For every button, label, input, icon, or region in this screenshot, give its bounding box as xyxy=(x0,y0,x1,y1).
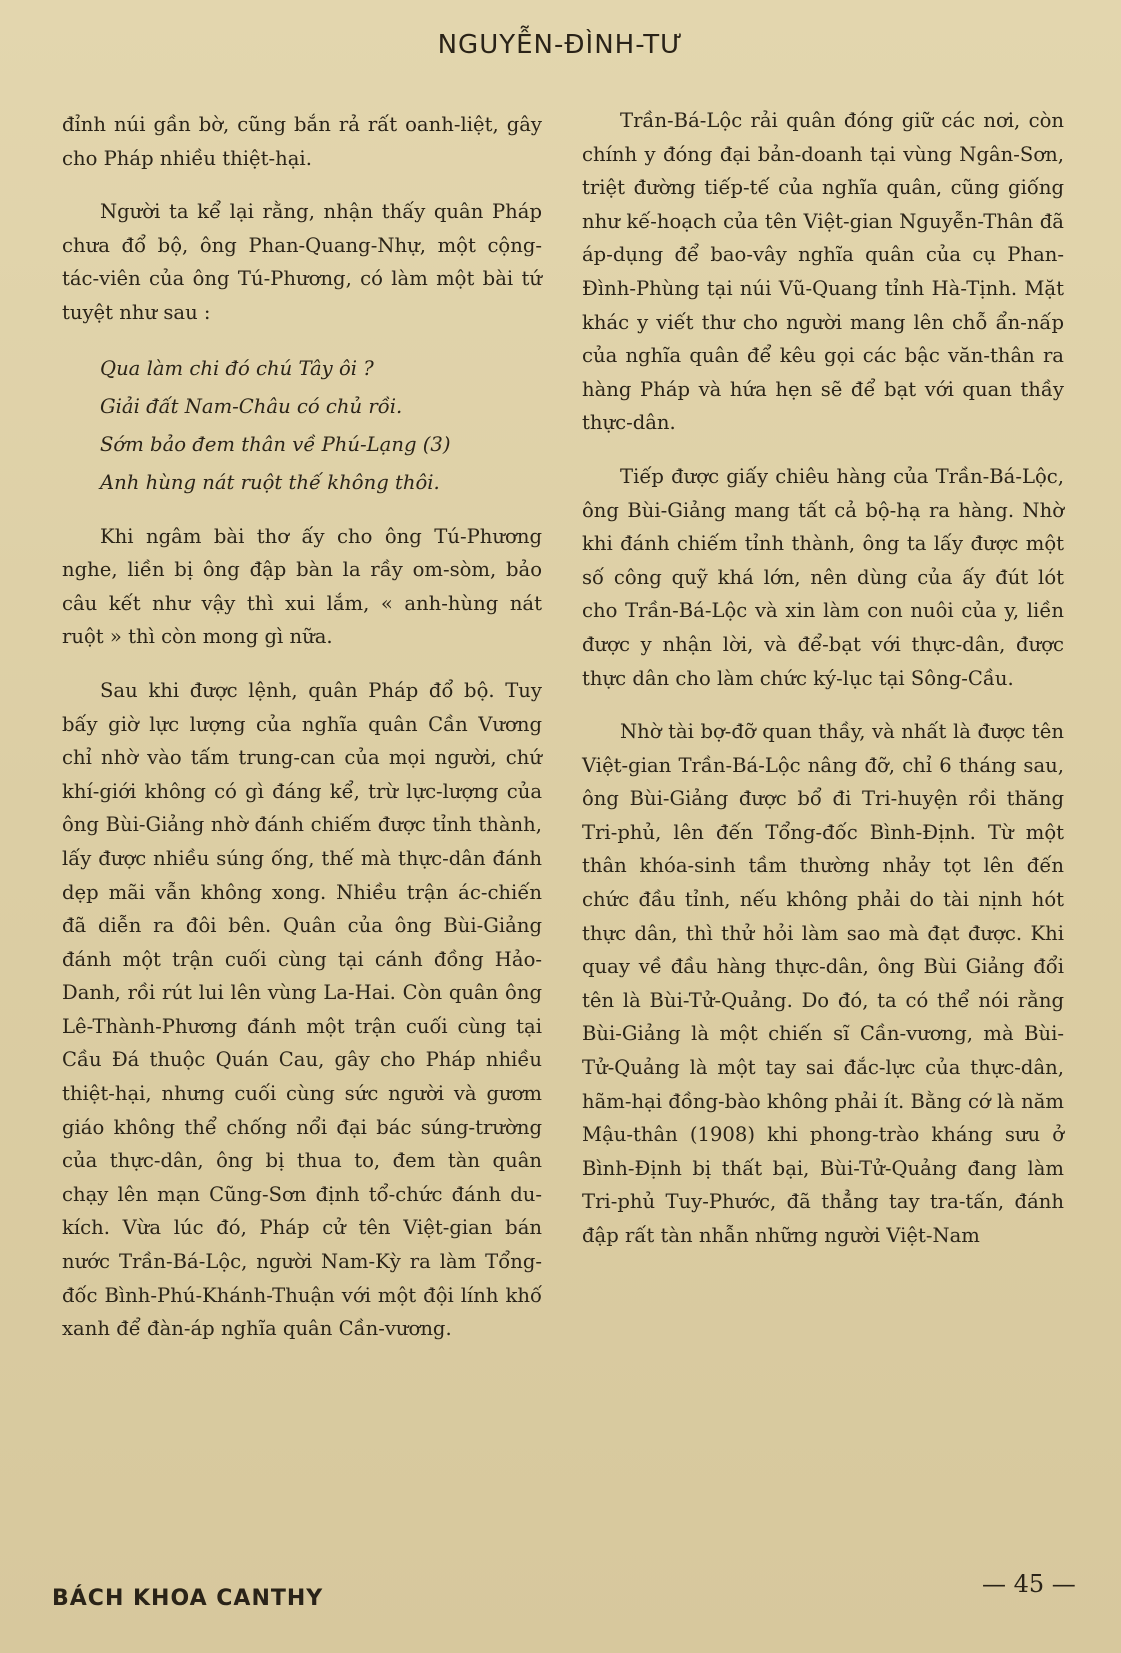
page-header-author: NGUYỄN-ĐÌNH-TƯ xyxy=(437,30,684,60)
paragraph: Trần-Bá-Lộc rải quân đóng giữ các nơi, còn chính y đóng đại bản-doanh tại vùng Ngân-Sơn, triệt đường tiếp-tế của nghĩa quân, cũng giống như kế-hoạch của tên Việt-gian Nguyễn-Thân đã áp-dụng để bao-vây nghĩa quân của cụ Phan-Đình-Phùng tại núi Vũ-Quang tỉnh Hà-Tịnh. Mặt khác y viết thư cho người mang lên chỗ ẩn-nấp của nghĩa quân để kêu gọi các bậc văn-thân ra hàng Pháp và hứa hẹn sẽ để bạt với quan thầy thực-dân. xyxy=(582,109,1064,435)
left-column xyxy=(62,108,542,1366)
poem-line: Qua làm chi đó chú Tây ôi ? xyxy=(100,356,374,380)
paragraph: Sau khi được lệnh, quân Pháp đổ bộ. Tuy bấy giờ lực lượng của nghĩa quân Cần Vương chỉ nhờ vào tấm trung-can của mọi người, chứ khí-giới không có gì đáng kể, trừ lực-lượng của ông Bùi-Giảng nhờ đánh chiếm được tỉnh thành, lấy được nhiều súng ống, thế mà thực-dân đánh dẹp mãi vẫn không xong. Nhiều trận ác-chiến đã diễn ra đôi bên. Quân của ông Bùi-Giảng đánh một trận cuối cùng tại cánh đồng Hảo-Danh, rồi rút lui lên vùng La-Hai. Còn quân ông Lê-Thành-Phương đánh một trận cuối cùng tại Cầu Đá thuộc Quán Cau, gây cho Pháp nhiều thiệt-hại, nhưng cuối cùng sức người và gươm giáo không thể chống nổi đại bác súng-trường của thực-dân, ông bị thua to, đem tàn quân chạy lên mạn Cũng-Sơn định tổ-chức đánh du-kích. Vừa lúc đó, Pháp cử tên Việt-gian bán nước Trần-Bá-Lộc, người Nam-Kỳ ra làm Tổng-đốc Bình-Phú-Khánh-Thuận với một đội lính khố xanh để đàn-áp nghĩa quân Cần-vương. xyxy=(62,678,542,1341)
poem-line: Giải đất Nam-Châu có chủ rồi. xyxy=(100,394,403,418)
poem xyxy=(100,350,542,502)
paragraph: Nhờ tài bợ-đỡ quan thầy, và nhất là được tên Việt-gian Trần-Bá-Lộc nâng đỡ, chỉ 6 tháng sau, ông Bùi-Giảng được bổ đi Tri-huyện rồi thăng Tri-phủ, lên đến Tổng-đốc Bình-Định. Từ một thân khóa-sinh tầm thường nhảy tọt lên đến chức đầu tỉnh, nếu không phải do tài nịnh hót thực dân, thì thử hỏi làm sao mà đạt được. Khi quay về đầu hàng thực-dân, ông Bùi Giảng đổi tên là Bùi-Tử-Quảng. Do đó, ta có thể nói rằng Bùi-Giảng là một chiến sĩ Cần-vương, mà Bùi-Tử-Quảng là một tay sai đắc-lực của thực-dân, hãm-hại đồng-bào không phải ít. Bằng cớ là năm Mậu-thân (1908) khi phong-trào kháng sưu ở Bình-Định bị thất bại, Bùi-Tử-Quảng đang làm Tri-phủ Tuy-Phước, đã thẳng tay tra-tấn, đánh đập rất tàn nhẫn những người Việt-Nam xyxy=(582,720,1064,1247)
page-number: — 45 — xyxy=(982,1570,1076,1598)
paragraph: Tiếp được giấy chiêu hàng của Trần-Bá-Lộc, ông Bùi-Giảng mang tất cả bộ-hạ ra hàng. Nhờ khi đánh chiếm tỉnh thành, ông ta lấy được một số công quỹ khá lớn, nên dùng của ấy đút lót cho Trần-Bá-Lộc và xin làm con nuôi của y, liền được y nhận lời, và để-bạt với thực-dân, được thực dân cho làm chức ký-lục tại Sông-Cầu. xyxy=(582,464,1064,690)
poem-line: Sớm bảo đem thân về Phú-Lạng (3) xyxy=(100,432,451,456)
paragraph: Người ta kể lại rằng, nhận thấy quân Pháp chưa đổ bộ, ông Phan-Quang-Nhự, một cộng-tác-viên của ông Tú-Phương, có làm một bài tứ tuyệt như sau : xyxy=(62,200,542,324)
paragraph: Khi ngâm bài thơ ấy cho ông Tú-Phương nghe, liền bị ông đập bàn la rầy om-sòm, bảo câu kết như vậy thì xui lắm, « anh-hùng nát ruột » thì còn mong gì nữa. xyxy=(62,524,542,649)
poem-line: Anh hùng nát ruột thế không thôi. xyxy=(100,470,440,494)
paragraph: đỉnh núi gần bờ, cũng bắn rả rất oanh-liệt, gây cho Pháp nhiều thiệt-hại. xyxy=(62,113,542,170)
magazine-name: BÁCH KHOA CANTHY xyxy=(52,1586,324,1611)
right-column xyxy=(582,104,1064,1273)
